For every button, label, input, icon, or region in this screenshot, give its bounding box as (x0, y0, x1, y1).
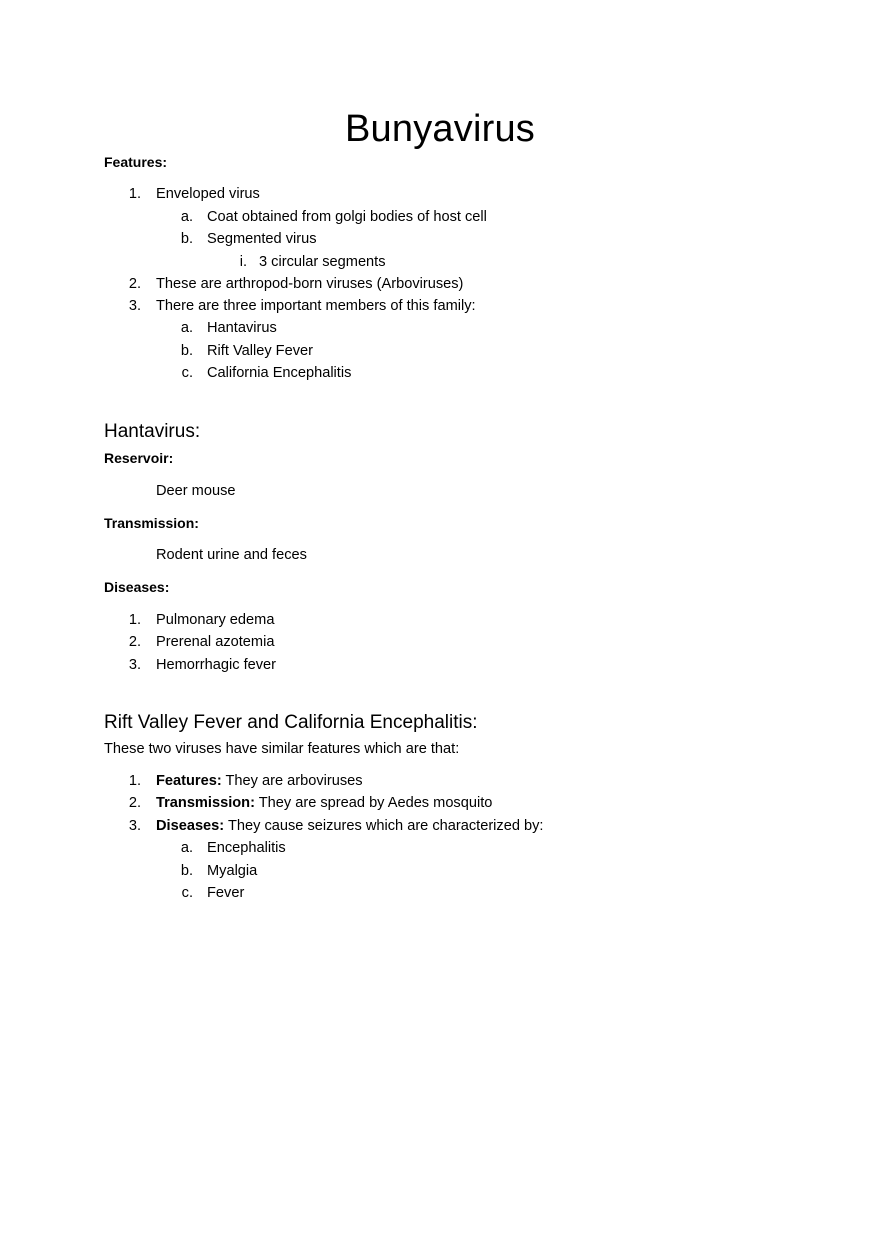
list-item-text: Encephalitis (207, 840, 286, 856)
list-item-text (156, 771, 363, 791)
list-item-text (156, 816, 543, 836)
list-item-text: Enveloped virus (156, 186, 260, 202)
list-marker: a. (180, 209, 193, 225)
list-marker: 1. (128, 186, 141, 202)
features-label: Features: (104, 154, 168, 170)
list-item-label: Diseases: (156, 818, 225, 834)
list-item-text: 3 circular segments (259, 254, 386, 270)
list-item-text: Rift Valley Fever (207, 343, 313, 359)
list-marker: c. (181, 365, 193, 381)
reservoir-label: Reservoir: (104, 450, 174, 466)
list-item-text: Segmented virus (207, 231, 317, 247)
transmission-label: Transmission: (104, 515, 199, 531)
list-item-label: Transmission: (156, 795, 255, 811)
hantavirus-heading: Hantavirus: (104, 421, 201, 442)
transmission-value: Rodent urine and feces (156, 547, 307, 563)
list-item-text: California Encephalitis (207, 365, 352, 381)
list-item-detail: They are spread by Aedes mosquito (254, 795, 493, 811)
list-item-detail: They are arboviruses (221, 773, 363, 789)
diseases-label: Diseases: (104, 579, 170, 595)
list-item-text: Coat obtained from golgi bodies of host cell (207, 209, 487, 225)
list-item-text: There are three important members of this family: (156, 298, 476, 314)
list-marker: b. (180, 863, 193, 879)
list-marker: 1. (128, 773, 141, 789)
list-item-text: Hantavirus (207, 320, 277, 336)
list-item-label: Features: (156, 773, 222, 789)
list-item-text: Myalgia (207, 863, 258, 879)
list-marker: 1. (128, 612, 141, 628)
reservoir-value: Deer mouse (156, 483, 236, 499)
list-item-text: Hemorrhagic fever (156, 657, 277, 673)
list-marker: i. (239, 254, 247, 270)
list-marker: a. (180, 840, 193, 856)
list-item-text: Fever (207, 885, 245, 901)
list-marker: c. (181, 885, 193, 901)
list-marker: b. (180, 343, 193, 359)
rvf-heading: Rift Valley Fever and California Encephalitis: (104, 712, 478, 733)
list-marker: 3. (128, 298, 141, 314)
list-marker: 2. (128, 795, 141, 811)
list-marker: b. (180, 231, 193, 247)
list-marker: 3. (128, 818, 141, 834)
list-item-detail: They cause seizures which are characterized by: (224, 818, 544, 834)
list-item-text: Pulmonary edema (156, 612, 275, 628)
list-item-text: Prerenal azotemia (156, 634, 275, 650)
list-marker: 2. (128, 276, 141, 292)
list-item-text: These are arthropod-born viruses (Arboviruses) (156, 276, 464, 292)
rvf-intro: These two viruses have similar features which are that: (104, 741, 460, 757)
list-item-text (156, 793, 492, 813)
list-marker: 2. (128, 634, 141, 650)
list-marker: 3. (128, 657, 141, 673)
list-marker: a. (180, 320, 193, 336)
page-title: Bunyavirus (345, 108, 535, 150)
